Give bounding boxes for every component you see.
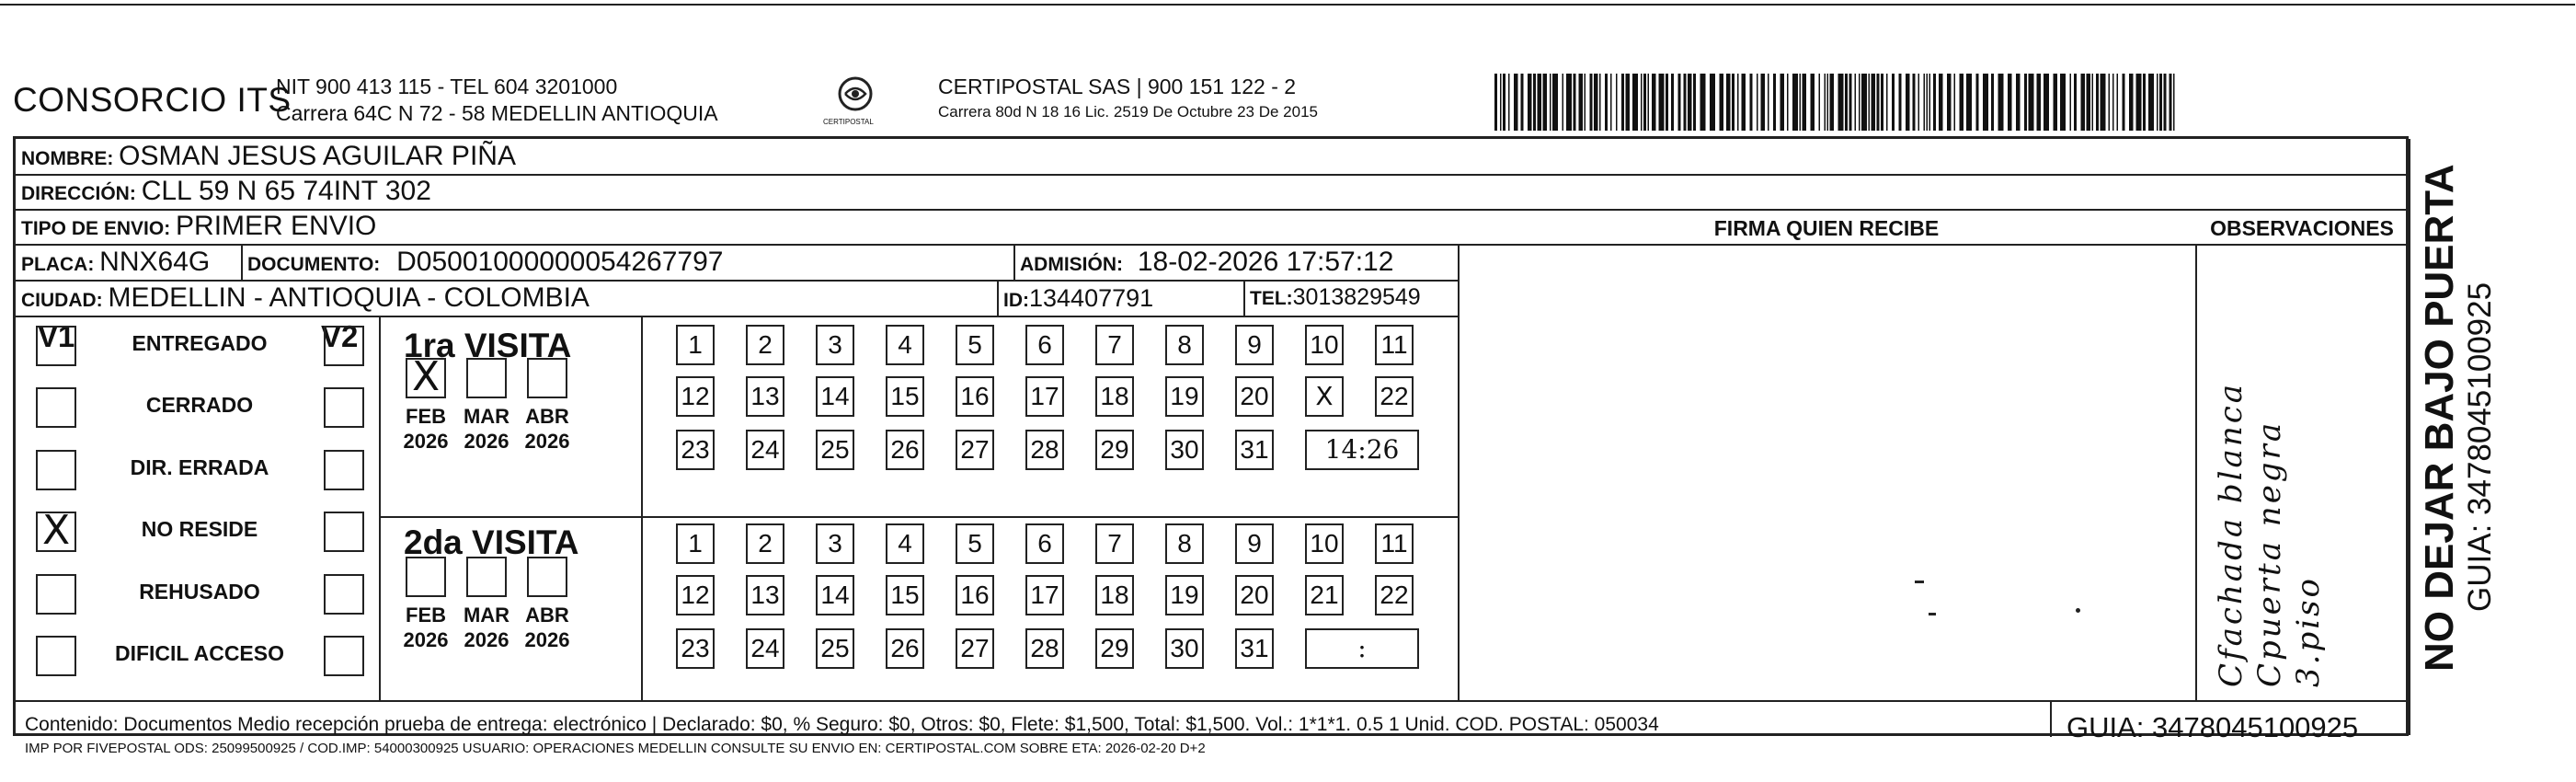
firma-label: FIRMA QUIEN RECIBE — [1713, 216, 1940, 240]
second-day-box[interactable]: 2 — [746, 523, 784, 564]
check-mark-icon: X — [42, 507, 71, 554]
footer-guia: GUIA: 3478045100925 — [2067, 711, 2359, 743]
first-day-box[interactable]: 1 — [676, 325, 715, 365]
obs-line-3: 3.piso — [2290, 576, 2327, 687]
license-line: Carrera 80d N 18 16 Lic. 2519 De Octubre 23 De 2015 — [938, 103, 1318, 121]
placa-value: NNX64G — [99, 247, 211, 277]
placa-label: PLACA: — [21, 254, 95, 275]
first-time-box[interactable]: 14:26 — [1305, 430, 1419, 470]
v2-label: V2 — [321, 319, 359, 353]
second-day-box[interactable]: 28 — [1025, 628, 1064, 669]
v1-checkbox[interactable] — [36, 326, 76, 366]
placa-row — [21, 247, 210, 278]
top-rule — [0, 4, 2575, 6]
first-day-box[interactable]: 28 — [1025, 430, 1064, 470]
second-visit-label: 2da VISITA — [404, 523, 579, 561]
first-day-box[interactable]: 24 — [746, 430, 784, 470]
admision-value: 18-02-2026 17:57:12 — [1137, 247, 1394, 277]
obs-line-2: Cpuerta negra — [2251, 420, 2288, 687]
v1-label: V1 — [38, 319, 75, 353]
status-option-label: DIFICIL ACCESO — [114, 641, 284, 665]
v1-checkbox[interactable] — [36, 450, 76, 490]
second-month-label: ABR 2026 — [524, 604, 570, 651]
documento-value: D05001000000054267797 — [396, 247, 724, 277]
second-day-box[interactable]: 9 — [1235, 523, 1274, 564]
certipostal-line: CERTIPOSTAL SAS | 900 151 122 - 2 — [938, 75, 1297, 98]
check-mark-icon: X — [412, 353, 441, 400]
first-day-box[interactable]: 19 — [1165, 376, 1204, 417]
nit-line: NIT 900 413 115 - TEL 604 3201000 — [276, 75, 618, 98]
first-month-label: FEB 2026 — [403, 405, 449, 453]
tipo-label: TIPO DE ENVIO: — [21, 218, 171, 239]
v1-checkbox[interactable] — [36, 507, 76, 554]
second-month-checkbox[interactable] — [406, 557, 446, 597]
certipostal-info — [938, 74, 1318, 124]
first-month-checkbox[interactable] — [527, 358, 567, 398]
v2-checkbox[interactable] — [324, 387, 364, 428]
second-day-box[interactable]: 31 — [1235, 628, 1274, 669]
nombre-value: OSMAN JESUS AGUILAR PIÑA — [119, 141, 516, 171]
first-month-label: MAR 2026 — [463, 405, 510, 453]
documento-label: DOCUMENTO: — [247, 254, 381, 275]
second-day-box[interactable]: 8 — [1165, 523, 1204, 564]
second-day-box[interactable]: 6 — [1025, 523, 1064, 564]
barcode — [1494, 74, 2180, 131]
second-day-box[interactable]: 3 — [816, 523, 854, 564]
first-day-box[interactable]: 26 — [886, 430, 924, 470]
first-day-box[interactable]: 10 — [1305, 325, 1344, 365]
v2-checkbox[interactable] — [324, 574, 364, 615]
first-day-box[interactable]: 2 — [746, 325, 784, 365]
second-day-box[interactable]: 22 — [1375, 575, 1414, 615]
second-month-checkbox[interactable] — [466, 557, 507, 597]
first-month-label: ABR 2026 — [524, 405, 570, 453]
nombre-row — [21, 141, 516, 172]
first-day-box[interactable]: 14 — [816, 376, 854, 417]
direccion-row — [21, 176, 431, 207]
v2-checkbox[interactable] — [324, 512, 364, 552]
id-label: ID: — [1003, 290, 1029, 311]
second-day-box[interactable]: 24 — [746, 628, 784, 669]
status-option-label: NO RESIDE — [141, 517, 258, 541]
signature-mark — [2076, 608, 2080, 613]
second-day-box[interactable]: 21 — [1305, 575, 1344, 615]
v2-checkbox[interactable] — [324, 636, 364, 676]
second-day-box[interactable]: 30 — [1165, 628, 1204, 669]
second-day-box[interactable]: 4 — [886, 523, 924, 564]
second-day-box[interactable]: 12 — [676, 575, 715, 615]
second-day-box[interactable]: 17 — [1025, 575, 1064, 615]
second-month-checkbox[interactable] — [527, 557, 567, 597]
first-day-box[interactable]: 6 — [1025, 325, 1064, 365]
v2-checkbox[interactable] — [324, 326, 364, 366]
address-line: Carrera 64C N 72 - 58 MEDELLIN ANTIOQUIA — [276, 101, 718, 125]
second-day-box[interactable]: 20 — [1235, 575, 1274, 615]
first-day-box[interactable]: 29 — [1095, 430, 1134, 470]
first-day-box[interactable]: 5 — [956, 325, 994, 365]
second-day-box[interactable]: 15 — [886, 575, 924, 615]
vertical-guia: GUIA: 3478045100925 — [2462, 282, 2498, 612]
first-visit-label: 1ra VISITA — [404, 327, 572, 364]
first-day-box[interactable]: 27 — [956, 430, 994, 470]
ciudad-row — [21, 282, 590, 314]
first-day-box[interactable]: 7 — [1095, 325, 1134, 365]
admision-row — [1020, 247, 1393, 278]
v1-checkbox[interactable] — [36, 574, 76, 615]
no-dejar-notice: NO DEJAR BAJO PUERTA — [2417, 164, 2462, 672]
first-day-box[interactable]: 15 — [886, 376, 924, 417]
first-month-checkbox[interactable] — [466, 358, 507, 398]
id-value: 134407791 — [1029, 284, 1154, 312]
status-option-label: CERRADO — [145, 393, 254, 417]
second-day-box[interactable]: 27 — [956, 628, 994, 669]
v1-checkbox[interactable] — [36, 387, 76, 428]
second-day-box[interactable]: 16 — [956, 575, 994, 615]
documento-row — [247, 247, 723, 278]
tipo-row — [21, 211, 376, 242]
first-day-box[interactable]: 22 — [1375, 376, 1414, 417]
first-day-box[interactable]: 23 — [676, 430, 715, 470]
admision-label: ADMISIÓN: — [1020, 254, 1123, 275]
second-day-box[interactable]: 1 — [676, 523, 715, 564]
second-day-box[interactable]: 5 — [956, 523, 994, 564]
first-day-box[interactable]: 18 — [1095, 376, 1134, 417]
first-day-box[interactable]: 13 — [746, 376, 784, 417]
first-day-box[interactable]: 25 — [816, 430, 854, 470]
first-day-box[interactable]: 16 — [956, 376, 994, 417]
v1-checkbox[interactable] — [36, 636, 76, 676]
first-day-box[interactable]: 17 — [1025, 376, 1064, 417]
direccion-value: CLL 59 N 65 74INT 302 — [141, 176, 431, 206]
observaciones-label: OBSERVACIONES — [2210, 216, 2394, 240]
tel-value: 3013829549 — [1292, 284, 1421, 310]
second-day-box[interactable]: 18 — [1095, 575, 1134, 615]
second-day-box[interactable]: 19 — [1165, 575, 1204, 615]
second-day-box[interactable]: 14 — [816, 575, 854, 615]
logo-caption: CERTIPOSTAL — [823, 118, 874, 126]
ciudad-label: CIUDAD: — [21, 290, 103, 311]
second-month-label: FEB 2026 — [403, 604, 449, 651]
first-day-box[interactable]: 3 — [816, 325, 854, 365]
id-row — [1003, 284, 1153, 313]
first-day-box-checked[interactable]: X — [1305, 376, 1344, 417]
obs-line-1: Cfachada blanca — [2213, 381, 2250, 687]
signature-mark — [1929, 613, 1936, 615]
status-option-label: ENTREGADO — [132, 331, 268, 355]
first-day-box[interactable]: 12 — [676, 376, 715, 417]
footer-imp-line: IMP POR FIVEPOSTAL ODS: 25099500925 / COD.IMP: 54000300925 USUARIO: OPERACIONES MEDELLIN CONSULTE SU ENVIO EN: CERTIPOSTAL.COM SOBRE ETA: 2026-02-20 D+2 — [25, 741, 1206, 756]
first-day-box[interactable]: 31 — [1235, 430, 1274, 470]
second-day-box[interactable]: 11 — [1375, 523, 1414, 564]
second-day-box[interactable]: 10 — [1305, 523, 1344, 564]
tel-label: TEL: — [1250, 288, 1293, 309]
status-option-label: REHUSADO — [139, 580, 260, 604]
second-day-box[interactable]: 29 — [1095, 628, 1134, 669]
company-name: CONSORCIO ITS — [13, 81, 292, 119]
first-day-box[interactable]: 20 — [1235, 376, 1274, 417]
first-day-box[interactable]: 30 — [1165, 430, 1204, 470]
signature-mark — [1915, 581, 1924, 583]
footer-content-line: Contenido: Documentos Medio recepción prueba de entrega: electrónico | Declarado: $0, % Seguro: $0, Otros: $0, Flete: $1,500, Total: $1,500. Vol.: 1*1*1. 0.5 1 Unid. COD. POSTAL: 050034 — [25, 714, 1659, 735]
direccion-label: DIRECCIÓN: — [21, 183, 136, 204]
status-option-label: DIR. ERRADA — [130, 455, 269, 479]
ciudad-value: MEDELLIN - ANTIOQUIA - COLOMBIA — [108, 282, 590, 313]
second-time-box[interactable]: : — [1305, 628, 1419, 669]
company-info — [276, 74, 718, 127]
tipo-value: PRIMER ENVIO — [176, 211, 377, 241]
first-day-box[interactable]: 9 — [1235, 325, 1274, 365]
second-day-box[interactable]: 26 — [886, 628, 924, 669]
first-day-box[interactable]: 4 — [886, 325, 924, 365]
delivery-form — [13, 136, 2409, 756]
second-day-box[interactable]: 13 — [746, 575, 784, 615]
first-day-box[interactable]: 8 — [1165, 325, 1204, 365]
first-month-checkbox[interactable] — [406, 353, 446, 400]
tel-row — [1250, 284, 1421, 311]
second-day-box[interactable]: 7 — [1095, 523, 1134, 564]
v2-checkbox[interactable] — [324, 450, 364, 490]
second-day-box[interactable]: 23 — [676, 628, 715, 669]
second-day-box[interactable]: 25 — [816, 628, 854, 669]
first-day-box[interactable]: 11 — [1375, 325, 1414, 365]
observaciones-handwritten — [2212, 382, 2328, 687]
nombre-label: NOMBRE: — [21, 148, 114, 169]
second-month-label: MAR 2026 — [463, 604, 510, 651]
